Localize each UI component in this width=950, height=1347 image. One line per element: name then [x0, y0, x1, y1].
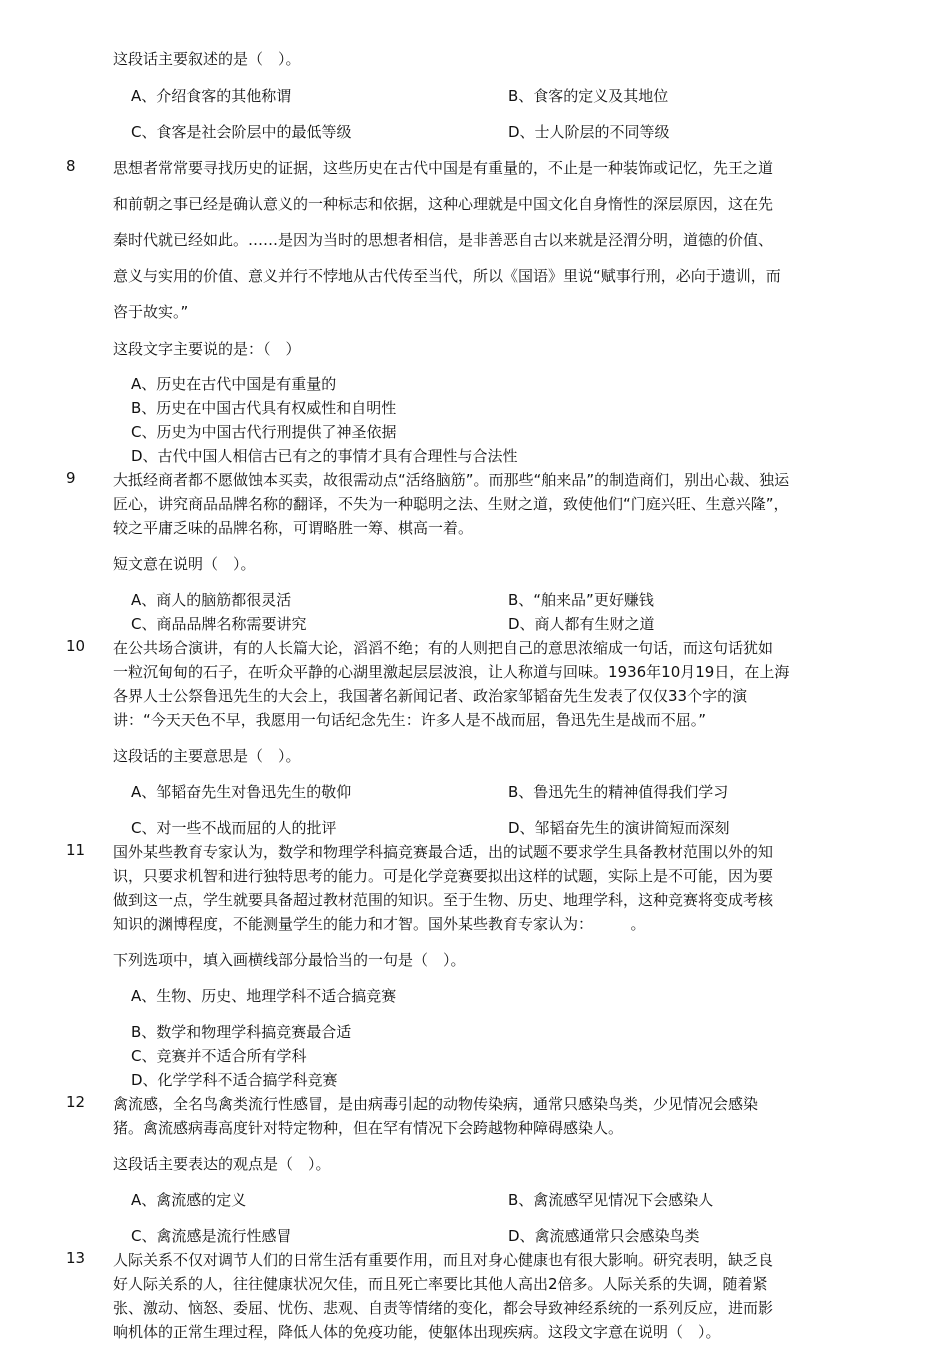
option-c: C、商品品牌名称需要讲究 — [131, 615, 307, 633]
option-c: C、历史为中国古代行刑提供了神圣依据 — [131, 423, 397, 441]
question-number: 13 — [66, 1249, 86, 1267]
passage-line: 秦时代就已经如此。……是因为当时的思想者相信，是非善恶自古以来就是泾渭分明，道德的价值、 — [113, 231, 774, 249]
option-c: C、食客是社会阶层中的最低等级 — [131, 123, 352, 141]
question-number: 10 — [66, 637, 86, 655]
option-a: A、介绍食客的其他称谓 — [131, 87, 292, 105]
passage-line: 匠心，讲究商品品牌名称的翻译，不失为一种聪明之法、生财之道，致使他们“门庭兴旺、生意兴隆”， — [113, 495, 789, 513]
option-a: A、历史在古代中国是有重量的 — [131, 375, 337, 393]
option-a: A、禽流感的定义 — [131, 1191, 247, 1209]
option-a: A、邹韬奋先生对鲁迅先生的敬仰 — [131, 783, 352, 801]
question-prompt: 这段话的主要意思是（ ）。 — [113, 747, 301, 765]
passage-line: 和前朝之事已经是确认意义的一种标志和依据，这种心理就是中国文化自身惰性的深层原因，这在先 — [113, 195, 774, 213]
option-c: C、竞赛并不适合所有学科 — [131, 1047, 307, 1065]
passage-line: 国外某些教育专家认为，数学和物理学科搞竞赛最合适，出的试题不要求学生具备教材范围以外的知 — [113, 843, 774, 861]
option-b: B、鲁迅先生的精神值得我们学习 — [508, 783, 729, 801]
question-prompt: 这段文字主要说的是：（ ） — [113, 340, 301, 358]
option-b: B、数学和物理学科搞竞赛最合适 — [131, 1023, 352, 1041]
option-b: B、“舶来品”更好赚钱 — [508, 591, 654, 609]
passage-line: 思想者常常要寻找历史的证据，这些历史在古代中国是有重量的，不止是一种装饰或记忆，先王之道 — [113, 159, 774, 177]
option-d: D、古代中国人相信古已有之的事情才具有合理性与合法性 — [131, 447, 518, 465]
passage-line: 一粒沉甸甸的石子，在听众平静的心湖里激起层层波浪，让人称道与回味。1936年10月19日，在上海 — [113, 663, 790, 681]
question-number: 11 — [66, 841, 86, 859]
passage-line: 人际关系不仅对调节人们的日常生活有重要作用，而且对身心健康也有很大影响。研究表明，缺乏良 — [113, 1251, 774, 1269]
option-c: C、禽流感是流行性感冒 — [131, 1227, 292, 1245]
option-a: A、生物、历史、地理学科不适合搞竞赛 — [131, 987, 397, 1005]
passage-line: 猪。禽流感病毒高度针对特定物种，但在罕有情况下会跨越物种障碍感染人。 — [113, 1119, 624, 1137]
option-d: D、商人都有生财之道 — [508, 615, 655, 633]
question-number: 8 — [66, 157, 76, 175]
passage-line: 知识的渊博程度，不能测量学生的能力和才智。国外某些教育专家认为： 。 — [113, 915, 646, 933]
option-a: A、商人的脑筋都很灵活 — [131, 591, 292, 609]
question-number: 12 — [66, 1093, 86, 1111]
passage-line: 做到这一点，学生就要具备超过教材范围的知识。至于生物、历史、地理学科，这种竞赛将变成考核 — [113, 891, 774, 909]
passage-line: 好人际关系的人，往往健康状况欠佳，而且死亡率要比其他人高出2倍多。人际关系的失调，随着紧 — [113, 1275, 768, 1293]
passage-line: 识，只要求机智和进行独特思考的能力。可是化学竞赛要拟出这样的试题，实际上是不可能，因为要 — [113, 867, 774, 885]
option-d: D、化学学科不适合搞学科竞赛 — [131, 1071, 338, 1089]
question-prompt: 这段话主要表达的观点是（ ）。 — [113, 1155, 331, 1173]
option-b: B、禽流感罕见情况下会感染人 — [508, 1191, 714, 1209]
passage-line: 较之平庸乏味的品牌名称，可谓略胜一筹、棋高一着。 — [113, 519, 474, 537]
option-c: C、对一些不战而屈的人的批评 — [131, 819, 337, 837]
option-d: D、邹韬奋先生的演讲简短而深刻 — [508, 819, 730, 837]
passage-line: 在公共场合演讲，有的人长篇大论，滔滔不绝；有的人则把自己的意思浓缩成一句话，而这句话犹如 — [113, 639, 774, 657]
option-b: B、食客的定义及其地位 — [508, 87, 669, 105]
passage-line: 讲：“今天天色不早，我愿用一句话纪念先生：许多人是不战而屈，鲁迅先生是战而不屈。” — [113, 711, 707, 729]
question-prompt: 这段话主要叙述的是（ ）。 — [113, 50, 301, 68]
passage-line: 咨于故实。” — [113, 303, 189, 321]
option-b: B、历史在中国古代具有权威性和自明性 — [131, 399, 397, 417]
question-prompt: 下列选项中，填入画横线部分最恰当的一句是（ ）。 — [113, 951, 466, 969]
passage-line: 各界人士公祭鲁迅先生的大会上，我国著名新闻记者、政治家邹韬奋先生发表了仅仅33个字的演 — [113, 687, 748, 705]
passage-line: 响机体的正常生理过程，降低人体的免疫功能，使躯体出现疾病。这段文字意在说明（ ）。 — [113, 1323, 721, 1341]
passage-line: 意义与实用的价值、意义并行不悖地从古代传至当代，所以《国语》里说“赋事行刑，必向于遗训，而 — [113, 267, 781, 285]
option-d: D、士人阶层的不同等级 — [508, 123, 670, 141]
passage-line: 大抵经商者都不愿做蚀本买卖，故很需动点“活络脑筋”。而那些“舶来品”的制造商们，别出心裁、独运 — [113, 471, 790, 489]
option-d: D、禽流感通常只会感染鸟类 — [508, 1227, 700, 1245]
question-prompt: 短文意在说明（ ）。 — [113, 555, 256, 573]
passage-line: 张、激动、恼怒、委屈、忧伤、悲观、自责等情绪的变化，都会导致神经系统的一系列反应，进而影 — [113, 1299, 774, 1317]
passage-line: 禽流感，全名鸟禽类流行性感冒，是由病毒引起的动物传染病，通常只感染鸟类，少见情况会感染 — [113, 1095, 759, 1113]
question-number: 9 — [66, 469, 76, 487]
